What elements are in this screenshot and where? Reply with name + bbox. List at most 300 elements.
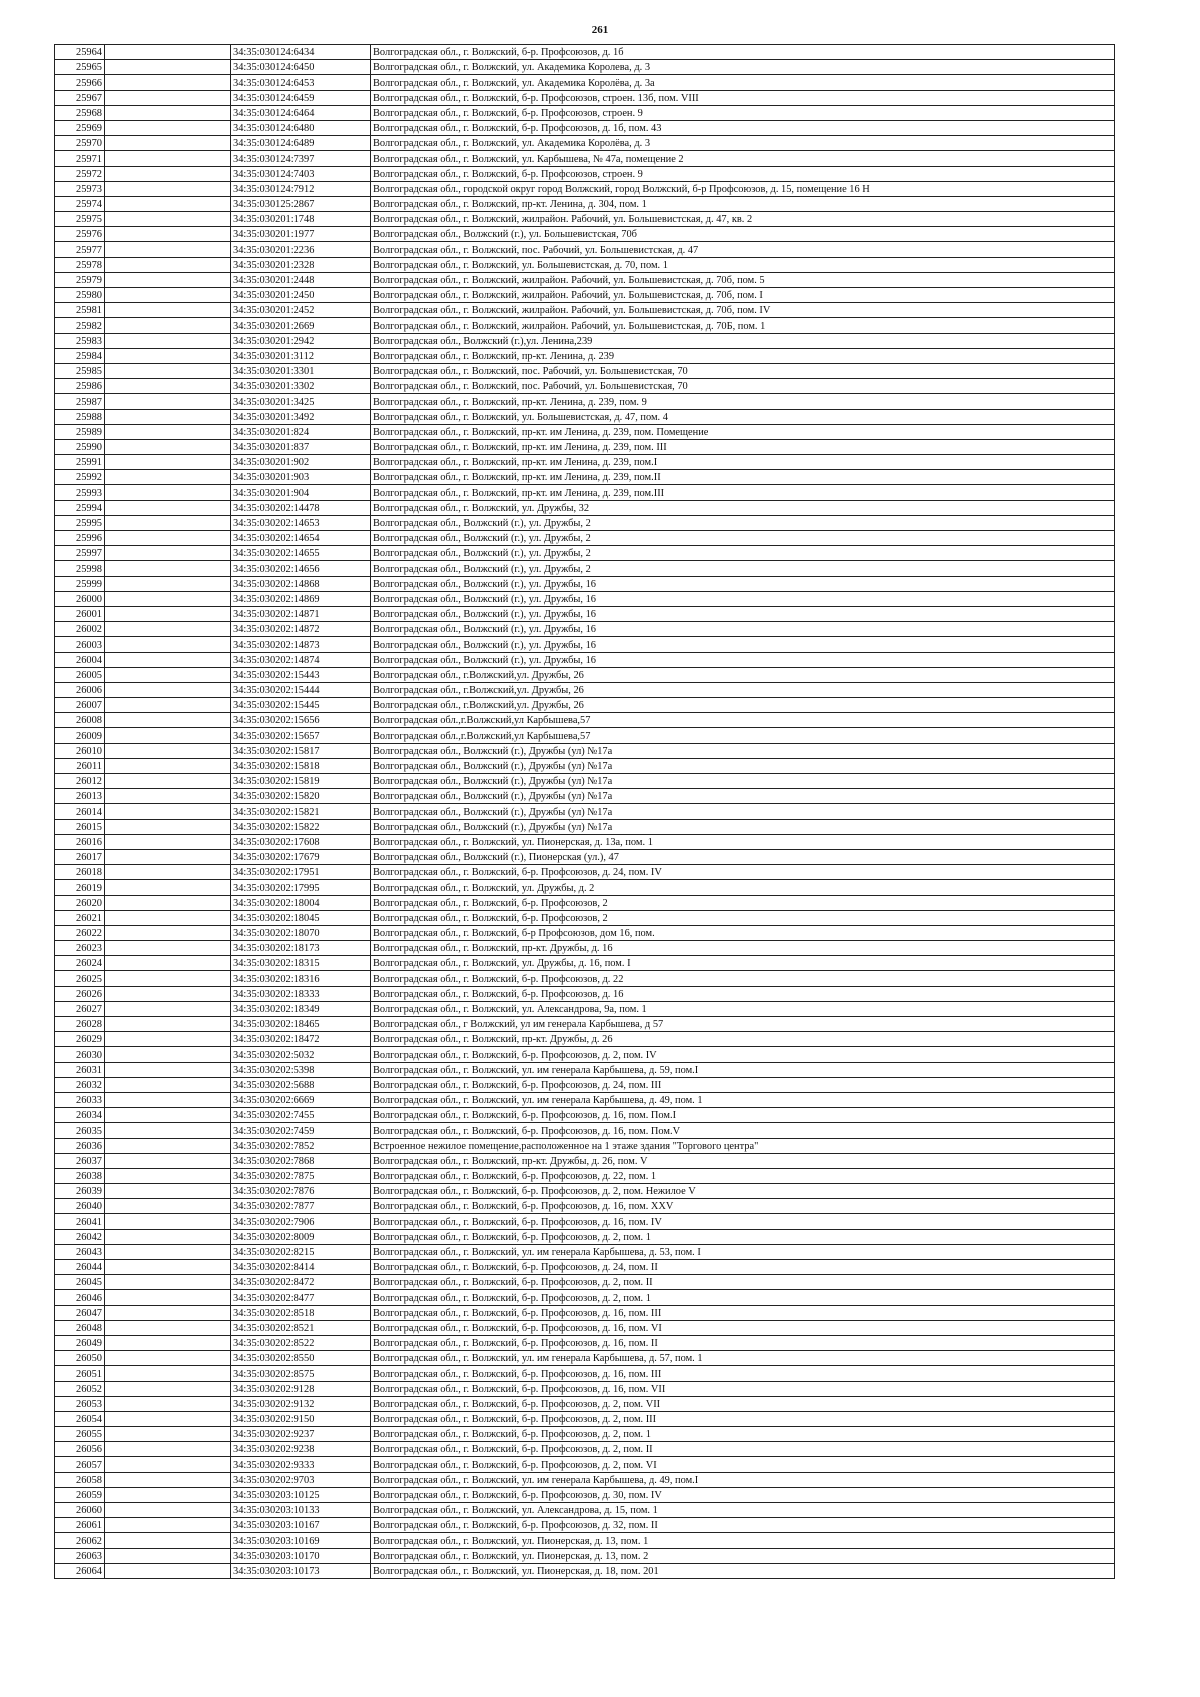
spacer-cell (105, 789, 231, 804)
record-number-cell: 26047 (55, 1305, 105, 1320)
table-row (55, 1047, 1115, 1062)
record-number-cell: 26050 (55, 1351, 105, 1366)
spacer-cell (105, 45, 231, 60)
table-row (55, 1062, 1115, 1077)
record-number-cell: 26015 (55, 819, 105, 834)
record-number-cell: 25964 (55, 45, 105, 60)
spacer-cell (105, 956, 231, 971)
spacer-cell (105, 1138, 231, 1153)
address-cell: Волгоградская обл., г. Волжский, б-р. Профсоюзов, д. 2, пом. II (371, 1275, 1115, 1290)
address-cell: Волгоградская обл., г. Волжский, б-р. Профсоюзов, д. 2, пом. II (371, 1442, 1115, 1457)
cadastral-number-cell: 34:35:030202:14869 (231, 591, 371, 606)
spacer-cell (105, 834, 231, 849)
cadastral-number-cell: 34:35:030202:14872 (231, 622, 371, 637)
record-number-cell: 26019 (55, 880, 105, 895)
spacer-cell (105, 500, 231, 515)
cadastral-number-cell: 34:35:030202:7906 (231, 1214, 371, 1229)
table-row (55, 1032, 1115, 1047)
address-cell: Волгоградская обл., г. Волжский, б-р. Профсоюзов, д. 2, пом. Нежилое V (371, 1184, 1115, 1199)
record-number-cell: 25970 (55, 136, 105, 151)
address-cell: Волгоградская обл., г. Волжский, б-р. Профсоюзов, д. 2, пом. III (371, 1411, 1115, 1426)
spacer-cell (105, 637, 231, 652)
cadastral-number-cell: 34:35:030202:8215 (231, 1244, 371, 1259)
spacer-cell (105, 576, 231, 591)
table-row (55, 1001, 1115, 1016)
table-row (55, 834, 1115, 849)
address-cell: Волгоградская обл., г. Волжский, ул. им генерала Карбышева, д. 49, пом. 1 (371, 1092, 1115, 1107)
cadastral-number-cell: 34:35:030202:7455 (231, 1108, 371, 1123)
table-row (55, 971, 1115, 986)
table-row (55, 1229, 1115, 1244)
table-row (55, 622, 1115, 637)
record-number-cell: 25967 (55, 90, 105, 105)
table-row (55, 151, 1115, 166)
cadastral-number-cell: 34:35:030202:8009 (231, 1229, 371, 1244)
cadastral-number-cell: 34:35:030202:14873 (231, 637, 371, 652)
record-number-cell: 25975 (55, 212, 105, 227)
address-cell: Волгоградская обл., Волжский (г.), ул. Дружбы, 16 (371, 606, 1115, 621)
spacer-cell (105, 1533, 231, 1548)
address-cell: Волгоградская обл., г. Волжский, б-р. Профсоюзов, д. 24, пом. II (371, 1260, 1115, 1275)
spacer-cell (105, 941, 231, 956)
table-row (55, 75, 1115, 90)
record-number-cell: 26035 (55, 1123, 105, 1138)
table-row (55, 394, 1115, 409)
cadastral-number-cell: 34:35:030202:8477 (231, 1290, 371, 1305)
spacer-cell (105, 1427, 231, 1442)
spacer-cell (105, 1290, 231, 1305)
address-cell: Волгоградская обл., Волжский (г.), ул. Дружбы, 16 (371, 622, 1115, 637)
spacer-cell (105, 880, 231, 895)
record-number-cell: 26043 (55, 1244, 105, 1259)
cadastral-number-cell: 34:35:030202:9333 (231, 1457, 371, 1472)
record-number-cell: 26022 (55, 925, 105, 940)
record-number-cell: 26005 (55, 667, 105, 682)
table-row (55, 1077, 1115, 1092)
cadastral-number-cell: 34:35:030203:10169 (231, 1533, 371, 1548)
spacer-cell (105, 713, 231, 728)
cadastral-number-cell: 34:35:030202:15443 (231, 667, 371, 682)
cadastral-number-cell: 34:35:030202:6669 (231, 1092, 371, 1107)
cadastral-number-cell: 34:35:030124:6453 (231, 75, 371, 90)
record-number-cell: 26008 (55, 713, 105, 728)
cadastral-number-cell: 34:35:030124:6480 (231, 120, 371, 135)
table-row (55, 227, 1115, 242)
cadastral-number-cell: 34:35:030203:10167 (231, 1518, 371, 1533)
address-cell: Волгоградская обл., г. Волжский, ул. Академика Королева, д. 3 (371, 60, 1115, 75)
record-number-cell: 25990 (55, 439, 105, 454)
record-number-cell: 25971 (55, 151, 105, 166)
address-cell: Волгоградская обл., г. Волжский, пр-кт. им Ленина, д. 239, пом.II (371, 470, 1115, 485)
table-row (55, 105, 1115, 120)
cadastral-number-cell: 34:35:030202:17951 (231, 865, 371, 880)
address-cell: Волгоградская обл., Волжский (г.), Дружбы (ул) №17а (371, 774, 1115, 789)
address-cell: Волгоградская обл., г. Волжский, б-р. Профсоюзов, д. 16, пом. III (371, 1366, 1115, 1381)
spacer-cell (105, 1442, 231, 1457)
record-number-cell: 25979 (55, 272, 105, 287)
address-cell: Волгоградская обл., Волжский (г.), ул. Дружбы, 2 (371, 546, 1115, 561)
spacer-cell (105, 698, 231, 713)
spacer-cell (105, 1351, 231, 1366)
address-cell: Волгоградская обл., г. Волжский, б-р. Профсоюзов, д. 2, пом. VII (371, 1396, 1115, 1411)
cadastral-number-cell: 34:35:030124:7403 (231, 166, 371, 181)
spacer-cell (105, 166, 231, 181)
cadastral-number-cell: 34:35:030202:18472 (231, 1032, 371, 1047)
table-row (55, 682, 1115, 697)
record-number-cell: 25999 (55, 576, 105, 591)
cadastral-number-cell: 34:35:030202:7852 (231, 1138, 371, 1153)
table-row (55, 1017, 1115, 1032)
address-cell: Волгоградская обл., г. Волжский, пос. Рабочий, ул. Большевистская, 70 (371, 363, 1115, 378)
table-row (55, 1108, 1115, 1123)
cadastral-number-cell: 34:35:030202:17995 (231, 880, 371, 895)
cadastral-number-cell: 34:35:030202:14874 (231, 652, 371, 667)
spacer-cell (105, 1214, 231, 1229)
table-row (55, 1518, 1115, 1533)
record-number-cell: 26054 (55, 1411, 105, 1426)
address-cell: Волгоградская обл., г. Волжский, б-р. Профсоюзов, д. 24, пом. III (371, 1077, 1115, 1092)
record-number-cell: 26063 (55, 1548, 105, 1563)
cadastral-number-cell: 34:35:030201:2452 (231, 303, 371, 318)
cadastral-number-cell: 34:35:030202:9703 (231, 1472, 371, 1487)
record-number-cell: 26057 (55, 1457, 105, 1472)
record-number-cell: 26045 (55, 1275, 105, 1290)
table-row (55, 1457, 1115, 1472)
cadastral-number-cell: 34:35:030202:17608 (231, 834, 371, 849)
cadastral-number-cell: 34:35:030201:902 (231, 455, 371, 470)
record-number-cell: 26020 (55, 895, 105, 910)
table-row (55, 637, 1115, 652)
table-row (55, 1092, 1115, 1107)
table-row (55, 1168, 1115, 1183)
spacer-cell (105, 1108, 231, 1123)
table-row (55, 470, 1115, 485)
table-row (55, 1472, 1115, 1487)
spacer-cell (105, 758, 231, 773)
record-number-cell: 26002 (55, 622, 105, 637)
record-number-cell: 26062 (55, 1533, 105, 1548)
spacer-cell (105, 1320, 231, 1335)
record-number-cell: 26033 (55, 1092, 105, 1107)
address-cell: Волгоградская обл., г. Волжский, б-р. Профсоюзов, 2 (371, 910, 1115, 925)
address-cell: Волгоградская обл., г. Волжский, жилрайон. Рабочий, ул. Большевистская, д. 70Б, пом. 1 (371, 318, 1115, 333)
spacer-cell (105, 652, 231, 667)
address-cell: Волгоградская обл., г. Волжский, б-р. Профсоюзов, д. 22, пом. 1 (371, 1168, 1115, 1183)
record-number-cell: 26010 (55, 743, 105, 758)
address-cell: Волгоградская обл., городской округ город Волжский, город Волжский, б-р Профсоюзов, д. 15, помещение 16 Н (371, 181, 1115, 196)
table-row (55, 819, 1115, 834)
record-number-cell: 26003 (55, 637, 105, 652)
record-number-cell: 26056 (55, 1442, 105, 1457)
address-cell: Волгоградская обл., г. Волжский, б-р. Профсоюзов, д. 16, пом. XXV (371, 1199, 1115, 1214)
address-cell: Волгоградская обл., г. Волжский, б-р. Профсоюзов, д. 16, пом. IV (371, 1214, 1115, 1229)
cadastral-number-cell: 34:35:030124:6434 (231, 45, 371, 60)
record-number-cell: 26030 (55, 1047, 105, 1062)
table-row (55, 531, 1115, 546)
spacer-cell (105, 1062, 231, 1077)
table-row (55, 546, 1115, 561)
address-cell: Волгоградская обл., г. Волжский, пр-кт. Дружбы, д. 26, пом. V (371, 1153, 1115, 1168)
cadastral-number-cell: 34:35:030202:15821 (231, 804, 371, 819)
table-row (55, 606, 1115, 621)
spacer-cell (105, 728, 231, 743)
address-cell: Волгоградская обл., г. Волжский, ул. им генерала Карбышева, д. 57, пом. 1 (371, 1351, 1115, 1366)
table-row (55, 1214, 1115, 1229)
table-row (55, 409, 1115, 424)
address-cell: Волгоградская обл., Волжский (г.), ул. Дружбы, 2 (371, 531, 1115, 546)
record-number-cell: 25973 (55, 181, 105, 196)
table-row (55, 1563, 1115, 1578)
cadastral-number-cell: 34:35:030201:3425 (231, 394, 371, 409)
spacer-cell (105, 1305, 231, 1320)
spacer-cell (105, 257, 231, 272)
table-row (55, 1427, 1115, 1442)
spacer-cell (105, 1411, 231, 1426)
spacer-cell (105, 379, 231, 394)
table-row (55, 591, 1115, 606)
table-row (55, 1503, 1115, 1518)
spacer-cell (105, 1184, 231, 1199)
address-cell: Волгоградская обл., г. Волжский, б-р. Профсоюзов, д. 2, пом. 1 (371, 1290, 1115, 1305)
address-cell: Волгоградская обл., Волжский (г.), Дружбы (ул) №17а (371, 789, 1115, 804)
record-number-cell: 26046 (55, 1290, 105, 1305)
table-row (55, 485, 1115, 500)
cadastral-number-cell: 34:35:030124:6450 (231, 60, 371, 75)
address-cell: Волгоградская обл., г. Волжский, б-р. Профсоюзов, д. 16, пом. III (371, 1305, 1115, 1320)
record-number-cell: 26031 (55, 1062, 105, 1077)
spacer-cell (105, 1275, 231, 1290)
table-row (55, 1305, 1115, 1320)
cadastral-number-cell: 34:35:030202:8521 (231, 1320, 371, 1335)
record-number-cell: 25987 (55, 394, 105, 409)
spacer-cell (105, 455, 231, 470)
spacer-cell (105, 181, 231, 196)
address-cell: Волгоградская обл., г. Волжский, ул. Пионерская, д. 13, пом. 1 (371, 1533, 1115, 1548)
spacer-cell (105, 986, 231, 1001)
record-number-cell: 26021 (55, 910, 105, 925)
cadastral-number-cell: 34:35:030201:3112 (231, 348, 371, 363)
cadastral-number-cell: 34:35:030201:3492 (231, 409, 371, 424)
table-row (55, 1290, 1115, 1305)
cadastral-number-cell: 34:35:030201:2942 (231, 333, 371, 348)
record-number-cell: 26052 (55, 1381, 105, 1396)
spacer-cell (105, 212, 231, 227)
address-cell: Волгоградская обл., г. Волжский, б-р. Профсоюзов, д. 2, пом. 1 (371, 1229, 1115, 1244)
spacer-cell (105, 1123, 231, 1138)
table-row (55, 379, 1115, 394)
spacer-cell (105, 1017, 231, 1032)
address-cell: Волгоградская обл., Волжский (г.), ул. Дружбы, 2 (371, 561, 1115, 576)
address-cell: Волгоградская обл., г. Волжский, пр-кт. им Ленина, д. 239, пом.I (371, 455, 1115, 470)
cadastral-number-cell: 34:35:030203:10170 (231, 1548, 371, 1563)
address-cell: Волгоградская обл., Волжский (г.),ул. Ленина,239 (371, 333, 1115, 348)
table-row (55, 515, 1115, 530)
cadastral-number-cell: 34:35:030202:15817 (231, 743, 371, 758)
table-row (55, 1548, 1115, 1563)
spacer-cell (105, 1077, 231, 1092)
spacer-cell (105, 242, 231, 257)
table-row (55, 60, 1115, 75)
registry-body (55, 45, 1115, 1579)
record-number-cell: 25994 (55, 500, 105, 515)
spacer-cell (105, 439, 231, 454)
address-cell: Волгоградская обл., г. Волжский, пос. Рабочий, ул. Большевистская, 70 (371, 379, 1115, 394)
address-cell: Волгоградская обл., г. Волжский, б-р. Профсоюзов, строен. 9 (371, 105, 1115, 120)
spacer-cell (105, 1503, 231, 1518)
record-number-cell: 26026 (55, 986, 105, 1001)
address-cell: Волгоградская обл., г. Волжский, б-р. Профсоюзов, д. 16, пом. VI (371, 1320, 1115, 1335)
address-cell: Волгоградская обл., г. Волжский, пр-кт. Ленина, д. 304, пом. 1 (371, 196, 1115, 211)
record-number-cell: 26016 (55, 834, 105, 849)
spacer-cell (105, 105, 231, 120)
cadastral-number-cell: 34:35:030202:14478 (231, 500, 371, 515)
table-row (55, 1396, 1115, 1411)
spacer-cell (105, 348, 231, 363)
record-number-cell: 26032 (55, 1077, 105, 1092)
address-cell: Волгоградская обл., Волжский (г.), ул. Дружбы, 16 (371, 652, 1115, 667)
table-row (55, 1442, 1115, 1457)
record-number-cell: 25983 (55, 333, 105, 348)
cadastral-number-cell: 34:35:030202:18316 (231, 971, 371, 986)
spacer-cell (105, 60, 231, 75)
spacer-cell (105, 227, 231, 242)
table-row (55, 181, 1115, 196)
record-number-cell: 26049 (55, 1335, 105, 1350)
spacer-cell (105, 606, 231, 621)
table-row (55, 1153, 1115, 1168)
cadastral-number-cell: 34:35:030202:8414 (231, 1260, 371, 1275)
address-cell: Волгоградская обл., г. Волжский, жилрайон. Рабочий, ул. Большевистская, д. 47, кв. 2 (371, 212, 1115, 227)
record-number-cell: 26036 (55, 1138, 105, 1153)
table-row (55, 136, 1115, 151)
address-cell: Волгоградская обл., г. Волжский, жилрайон. Рабочий, ул. Большевистская, д. 70б, пом. 5 (371, 272, 1115, 287)
table-row (55, 212, 1115, 227)
record-number-cell: 25997 (55, 546, 105, 561)
cadastral-number-cell: 34:35:030202:8550 (231, 1351, 371, 1366)
record-number-cell: 25968 (55, 105, 105, 120)
spacer-cell (105, 774, 231, 789)
spacer-cell (105, 925, 231, 940)
record-number-cell: 25977 (55, 242, 105, 257)
record-number-cell: 26024 (55, 956, 105, 971)
cadastral-number-cell: 34:35:030202:7459 (231, 1123, 371, 1138)
record-number-cell: 26004 (55, 652, 105, 667)
address-cell: Волгоградская обл., г. Волжский, пр-кт. Дружбы, д. 16 (371, 941, 1115, 956)
spacer-cell (105, 515, 231, 530)
record-number-cell: 26025 (55, 971, 105, 986)
address-cell: Волгоградская обл., г. Волжский, ул. Карбышева, № 47а, помещение 2 (371, 151, 1115, 166)
address-cell: Волгоградская обл., г. Волжский, ул. Большевистская, д. 47, пом. 4 (371, 409, 1115, 424)
table-row (55, 956, 1115, 971)
spacer-cell (105, 333, 231, 348)
cadastral-number-cell: 34:35:030202:7868 (231, 1153, 371, 1168)
record-number-cell: 25992 (55, 470, 105, 485)
record-number-cell: 25984 (55, 348, 105, 363)
address-cell: Волгоградская обл., г. Волжский, ул. им генерала Карбышева, д. 59, пом.I (371, 1062, 1115, 1077)
table-row (55, 1381, 1115, 1396)
cadastral-number-cell: 34:35:030201:2450 (231, 288, 371, 303)
cadastral-number-cell: 34:35:030202:18465 (231, 1017, 371, 1032)
record-number-cell: 25985 (55, 363, 105, 378)
table-row (55, 1123, 1115, 1138)
spacer-cell (105, 743, 231, 758)
address-cell: Волгоградская обл., г. Волжский, б-р. Профсоюзов, д. 22 (371, 971, 1115, 986)
record-number-cell: 26028 (55, 1017, 105, 1032)
table-row (55, 166, 1115, 181)
record-number-cell: 26014 (55, 804, 105, 819)
record-number-cell: 26044 (55, 1260, 105, 1275)
cadastral-number-cell: 34:35:030202:14871 (231, 606, 371, 621)
cadastral-number-cell: 34:35:030202:15656 (231, 713, 371, 728)
cadastral-number-cell: 34:35:030201:904 (231, 485, 371, 500)
spacer-cell (105, 120, 231, 135)
table-row (55, 1411, 1115, 1426)
cadastral-number-cell: 34:35:030202:15818 (231, 758, 371, 773)
record-number-cell: 25991 (55, 455, 105, 470)
table-row (55, 1351, 1115, 1366)
address-cell: Волгоградская обл., г. Волжский, ул. Александрова, д. 15, пом. 1 (371, 1503, 1115, 1518)
table-row (55, 1199, 1115, 1214)
spacer-cell (105, 1229, 231, 1244)
spacer-cell (105, 1548, 231, 1563)
record-number-cell: 26009 (55, 728, 105, 743)
table-row (55, 318, 1115, 333)
cadastral-number-cell: 34:35:030202:5398 (231, 1062, 371, 1077)
spacer-cell (105, 895, 231, 910)
address-cell: Волгоградская обл., г. Волжский, б-р. Профсоюзов, д. 16 (371, 986, 1115, 1001)
cadastral-number-cell: 34:35:030202:7875 (231, 1168, 371, 1183)
spacer-cell (105, 1001, 231, 1016)
record-number-cell: 26041 (55, 1214, 105, 1229)
spacer-cell (105, 1092, 231, 1107)
spacer-cell (105, 75, 231, 90)
table-row (55, 45, 1115, 60)
record-number-cell: 26048 (55, 1320, 105, 1335)
cadastral-number-cell: 34:35:030202:8518 (231, 1305, 371, 1320)
spacer-cell (105, 561, 231, 576)
cadastral-number-cell: 34:35:030124:6464 (231, 105, 371, 120)
address-cell: Волгоградская обл., Волжский (г.), Дружбы (ул) №17а (371, 743, 1115, 758)
address-cell: Волгоградская обл., г. Волжский, пр-кт. Ленина, д. 239, пом. 9 (371, 394, 1115, 409)
cadastral-number-cell: 34:35:030202:17679 (231, 849, 371, 864)
table-row (55, 895, 1115, 910)
spacer-cell (105, 1518, 231, 1533)
address-cell: Волгоградская обл., г. Волжский, б-р. Профсоюзов, д. 16, пом. Пом.V (371, 1123, 1115, 1138)
spacer-cell (105, 1335, 231, 1350)
cadastral-number-cell: 34:35:030201:2328 (231, 257, 371, 272)
record-number-cell: 26059 (55, 1487, 105, 1502)
spacer-cell (105, 485, 231, 500)
record-number-cell: 25996 (55, 531, 105, 546)
record-number-cell: 25982 (55, 318, 105, 333)
spacer-cell (105, 363, 231, 378)
cadastral-number-cell: 34:35:030201:903 (231, 470, 371, 485)
address-cell: Волгоградская обл., г.Волжский,ул. Дружбы, 26 (371, 682, 1115, 697)
cadastral-number-cell: 34:35:030203:10133 (231, 1503, 371, 1518)
address-cell: Волгоградская обл., Волжский (г.), ул. Большевистская, 70б (371, 227, 1115, 242)
record-number-cell: 26027 (55, 1001, 105, 1016)
table-row (55, 1138, 1115, 1153)
cadastral-number-cell: 34:35:030202:18004 (231, 895, 371, 910)
cadastral-number-cell: 34:35:030202:15445 (231, 698, 371, 713)
address-cell: Волгоградская обл., г. Волжский, жилрайон. Рабочий, ул. Большевистская, д. 70б, пом. I (371, 288, 1115, 303)
record-number-cell: 25966 (55, 75, 105, 90)
table-row (55, 1275, 1115, 1290)
spacer-cell (105, 1032, 231, 1047)
address-cell: Волгоградская обл., г. Волжский, пр-кт. Ленина, д. 239 (371, 348, 1115, 363)
table-row (55, 288, 1115, 303)
address-cell: Волгоградская обл., Волжский (г.), Дружбы (ул) №17а (371, 819, 1115, 834)
